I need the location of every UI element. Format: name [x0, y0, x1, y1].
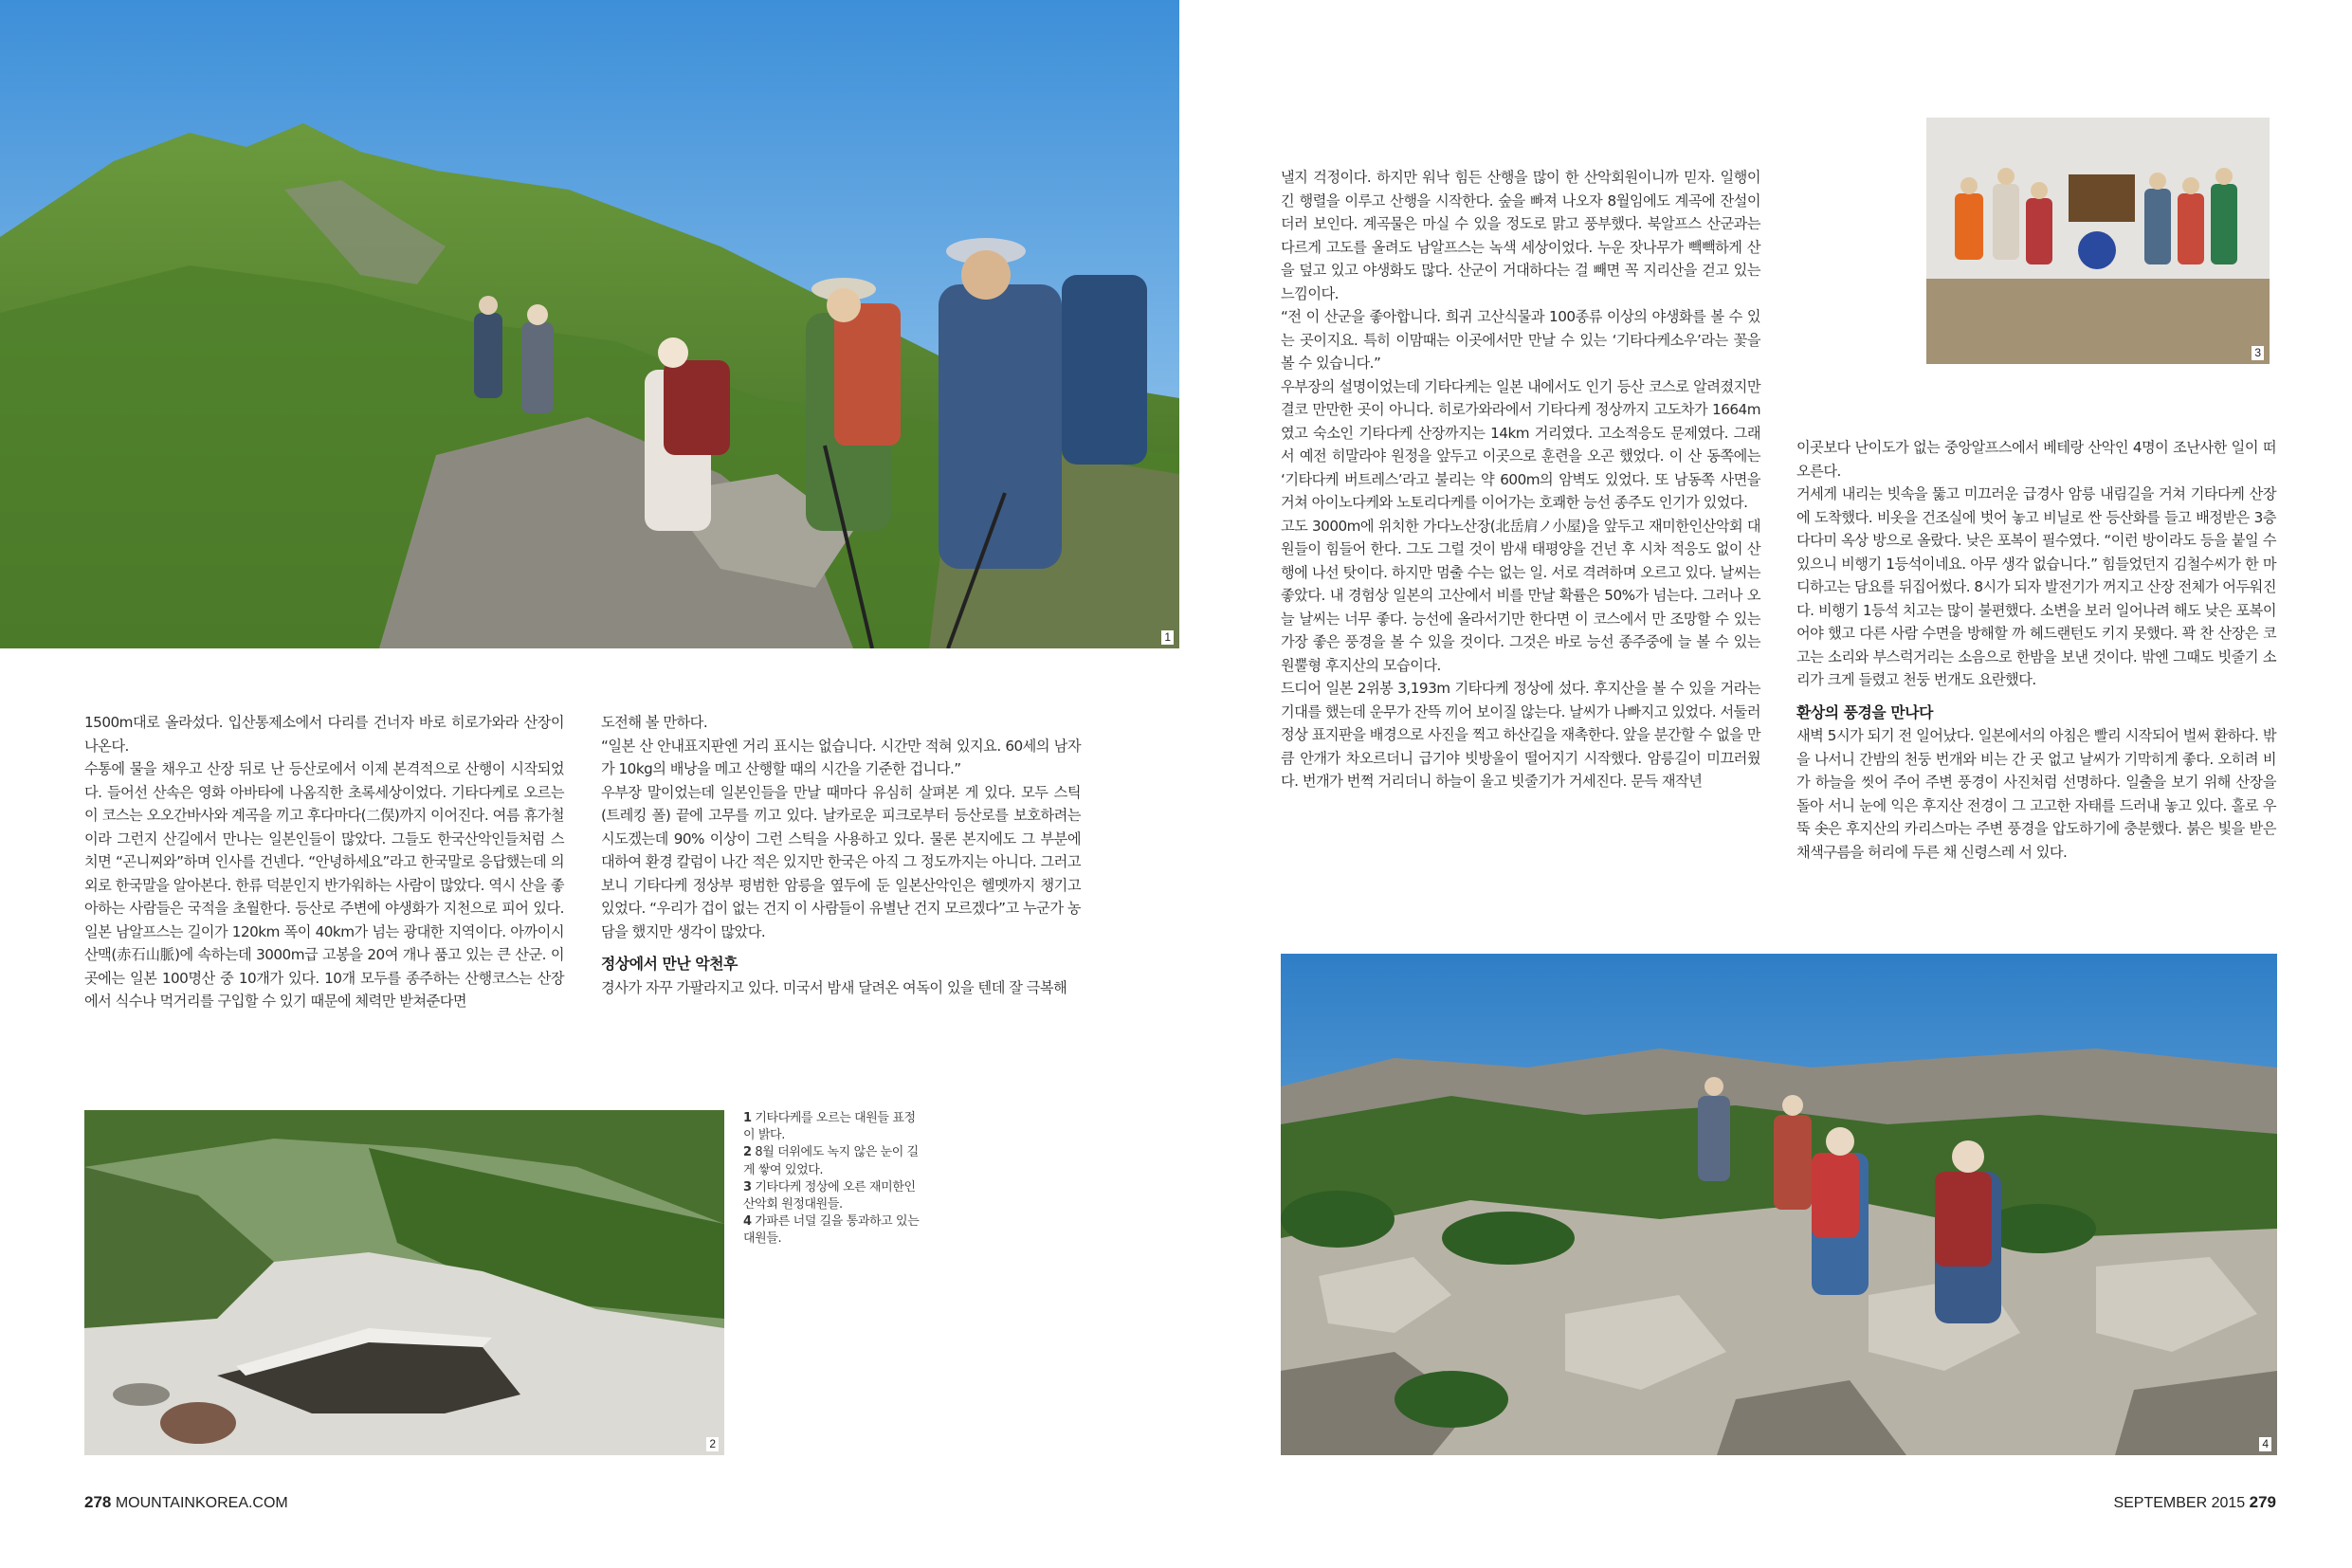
caption-1: 1 기타다케를 오르는 대원들 표정이 밝다. [743, 1111, 916, 1143]
page-number: 279 [2249, 1493, 2276, 1511]
paragraph: 낼지 걱정이다. 하지만 워낙 힘든 산행을 많이 한 산악회원이니까 믿자. 일행이 긴 행렬을 이루고 산행을 시작한다. 숲을 빠져 나오자 8월임에도 계곡에 잔설이 더러 보인다. 계곡물은 마실 수 있을 정도로 맑고 풍부했다. 북알프스 산군과는 다르게 고도를 올려도 남알프스는 녹색 세상이었다. 누운 잣나무가 빽빽하게 산을 덮고 있고 야생화도 많다. 산군이 거대하다는 걸 빼면 꼭 지리산을 걷고 있는 느낌이다. [1281, 169, 1760, 302]
photo-1-hikers-ridge [0, 0, 1179, 648]
text-column-4 [1796, 436, 2276, 864]
footer-right [2113, 1493, 2276, 1512]
photo-number: 3 [2252, 346, 2264, 360]
paragraph: 경사가 자꾸 가팔라지고 있다. 미국서 밤새 달려온 여독이 있을 텐데 잘 극복해 [601, 978, 1067, 996]
paragraph: 우부장의 설명이었는데 기타다케는 일본 내에서도 인기 등산 코스로 알려졌지만 결코 만만한 곳이 아니다. 히로가와라에서 기타다케 정상까지 고도차가 1664m였고 숙소인 기타다케 산장까지는 14km 거리였다. 고소적응도 문제였다. 그래서 예전 히말라야 원정을 앞두고 이곳으로 훈련을 오곤 했었다. 이 산 동쪽에는 ‘기타다케 버트레스’라고 불리는 약 600m의 암벽도 있었다. 또 남동쪽 사면을 거쳐 아이노다케와 노토리다케를 이어가는 호쾌한 능선 종주도 인기가 있었다. [1281, 377, 1760, 511]
paragraph: 고도 3000m에 위치한 가다노산장(北岳肩ノ小屋)을 앞두고 재미한인산악회 대원들이 힘들어 한다. 그도 그럴 것이 밤새 태평양을 건넌 후 시차 적응도 없이 산행에 나선 탓이다. 하지만 멈출 수는 없는 일. 서로 격려하며 오르고 있다. 날씨는 좋았다. 내 경험상 일본의 고산에서 비를 만날 확률은 50%가 넘는다. 그러나 오늘 날씨는 너무 좋다. 능선에 올라서기만 한다면 이 코스에서 만 조망할 수 있는 가장 좋은 풍경을 볼 수 있을 것이다. 그것은 바로 능선 종주중에 늘 볼 수 있는 원뿔형 후지산의 모습이다. [1281, 517, 1760, 674]
photo-3-summit-group [1926, 118, 2270, 364]
text-column-3 [1281, 166, 1760, 793]
section-heading: 환상의 풍경을 만나다 [1796, 702, 1933, 721]
section-heading: 정상에서 만난 악천후 [601, 955, 738, 973]
photo-4-scree-path [1281, 954, 2277, 1455]
photo-number: 4 [2259, 1437, 2271, 1451]
paragraph: 새벽 5시가 되기 전 일어났다. 일본에서의 아침은 빨리 시작되어 벌써 환하다. 밖을 나서니 간밤의 천둥 번개와 비는 간 곳 없고 날씨가 기막히게 좋다. 오히려 비가 하늘을 씻어 주어 주변 풍경이 사진처럼 선명하다. 일출을 보기 위해 산장을 돌아 서니 눈에 익은 후지산 전경이 그 고고한 자태를 드러내 놓고 있다. 홀로 우뚝 솟은 후지산의 카리스마는 주변 풍경을 압도하기에 충분했다. 붉은 빛을 받은 채색구름을 허리에 두른 채 신령스레 서 있다. [1796, 727, 2276, 861]
paragraph: “전 이 산군을 좋아합니다. 희귀 고산식물과 100종류 이상의 야생화를 볼 수 있는 곳이지요. 특히 이맘때는 이곳에서만 만날 수 있는 ‘기타다케소우’라는 꽃을 볼 수 있습니다.” [1281, 308, 1760, 372]
photo-number: 2 [706, 1437, 719, 1451]
issue-date: SEPTEMBER 2015 [2113, 1495, 2246, 1511]
photo-number: 1 [1161, 630, 1174, 645]
paragraph: 이곳보다 난이도가 없는 중앙알프스에서 베테랑 산악인 4명이 조난사한 일이 떠오른다. [1796, 439, 2276, 480]
paragraph: 드디어 일본 2위봉 3,193m 기타다케 정상에 섰다. 후지산을 볼 수 있을 거라는 기대를 했는데 운무가 잔뜩 끼어 보이질 않는다. 날씨가 나빠지고 있었다. 서둘러 정상 표지판을 배경으로 사진을 찍고 하산길을 재촉한다. 앞을 분간할 수 없을 만큼 안개가 차오르더니 급기야 빗방울이 떨어지기 시작했다. 암릉길이 미끄러웠다. 번개가 번쩍 거리더니 하늘이 울고 빗줄기가 거세진다. 문득 재작년 [1281, 680, 1760, 790]
paragraph: 1500m대로 올라섰다. 입산통제소에서 다리를 건너자 바로 히로가와라 산장이 나온다. [84, 714, 564, 755]
site-name: MOUNTAINKOREA.COM [115, 1495, 288, 1511]
photo-captions [743, 1110, 923, 1249]
caption-3: 3 기타다케 정상에 오른 재미한인산악회 원정대원들. [743, 1179, 916, 1212]
paragraph: 우부장 말이었는데 일본인들을 만날 때마다 유심히 살펴본 게 있다. 모두 스틱(트레킹 폴) 끝에 고무를 끼고 있다. 날카로운 피크로부터 등산로를 보호하려는 시도겠는데 90% 이상이 그런 스틱을 사용하고 있다. 물론 본지에도 그 부분에 대하여 환경 칼럼이 나간 적은 있지만 한국은 아직 그 정도까지는 아니다. 그러고 보니 기타다케 정상부 평범한 암릉을 옆두에 둔 일본산악인은 헬멧까지 챙기고 있었다. “우리가 겁이 없는 건지 이 사람들이 유별난 건지 모르겠다”고 누군가 농담을 했지만 생각이 많았다. [601, 783, 1081, 940]
text-column-2 [601, 711, 1081, 999]
paragraph: 수통에 물을 채우고 산장 뒤로 난 등산로에서 이제 본격적으로 산행이 시작되었다. 들어선 산속은 영화 아바타에 나옴직한 초록세상이었다. 기타다케로 오르는 이 코스는 오오간바사와 계곡을 끼고 후다마다(二俣)까지 이어진다. 여름 휴가철이라 그런지 산길에서 만나는 일본인들이 많았다. 그들도 한국산악인들처럼 스치면 “곤니찌와”하며 인사를 건넨다. “안녕하세요”라고 한국말로 응답했는데 의외로 한국말을 알아본다. 한류 덕분인지 반가워하는 사람이 많았다. 역시 산을 좋아하는 사람들은 국적을 초월한다. 등산로 주변에 야생화가 지천으로 피어 있다. 일본 남알프스는 길이가 120km 폭이 40km가 넘는 광대한 지역이다. 아까이시 산맥(赤石山脈)에 속하는데 3000m급 고봉을 20여 개나 품고 있는 큰 산군. 이곳에는 일본 100명산 중 10개가 있다. 10개 모두를 종주하는 산행코스는 산장에서 식수나 먹거리를 구입할 수 있기 때문에 체력만 받쳐준다면 [84, 760, 564, 1010]
text-column-1 [84, 711, 564, 1013]
caption-4: 4 가파른 너덜 길을 통과하고 있는 대원들. [743, 1214, 920, 1247]
page-number: 278 [84, 1493, 112, 1511]
paragraph: 거세게 내리는 빗속을 뚫고 미끄러운 급경사 암릉 내림길을 거쳐 기타다케 산장에 도착했다. 비옷을 건조실에 벗어 놓고 비닐로 싼 등산화를 들고 배정받은 3층 다다미 옥상 방으로 올랐다. 낮은 포복이 필수였다. “이런 방이라도 등을 붙일 수 있으니 비행기 1등석이네요. 아무 생각 없습니다.” 힘들었던지 김철수씨가 한 마디하고는 담요를 뒤집어썼다. 8시가 되자 발전기가 꺼지고 산장 전체가 어두워진다. 비행기 1등석 치고는 많이 불편했다. 소변을 보러 일어나려 해도 낮은 포복이어야 했고 다른 사람 수면을 방해할 까 헤드랜턴도 키지 못했다. 꽉 찬 산장은 코고는 소리와 부스럭거리는 소음으로 한밤을 보낸 것이다. 밖엔 그때도 빗줄기 소리가 크게 들렸고 천둥 번개도 요란했다. [1796, 485, 2276, 688]
caption-2: 2 8월 더위에도 녹지 않은 눈이 길게 쌓여 있었다. [743, 1145, 919, 1177]
footer-left [84, 1493, 288, 1512]
paragraph: 도전해 볼 만하다. [601, 714, 708, 731]
paragraph: “일본 산 안내표지판엔 거리 표시는 없습니다. 시간만 적혀 있지요. 60세의 남자가 10kg의 배낭을 메고 산행할 때의 시간을 기준한 겁니다.” [601, 737, 1081, 777]
photo-2-snow-valley [84, 1110, 724, 1455]
